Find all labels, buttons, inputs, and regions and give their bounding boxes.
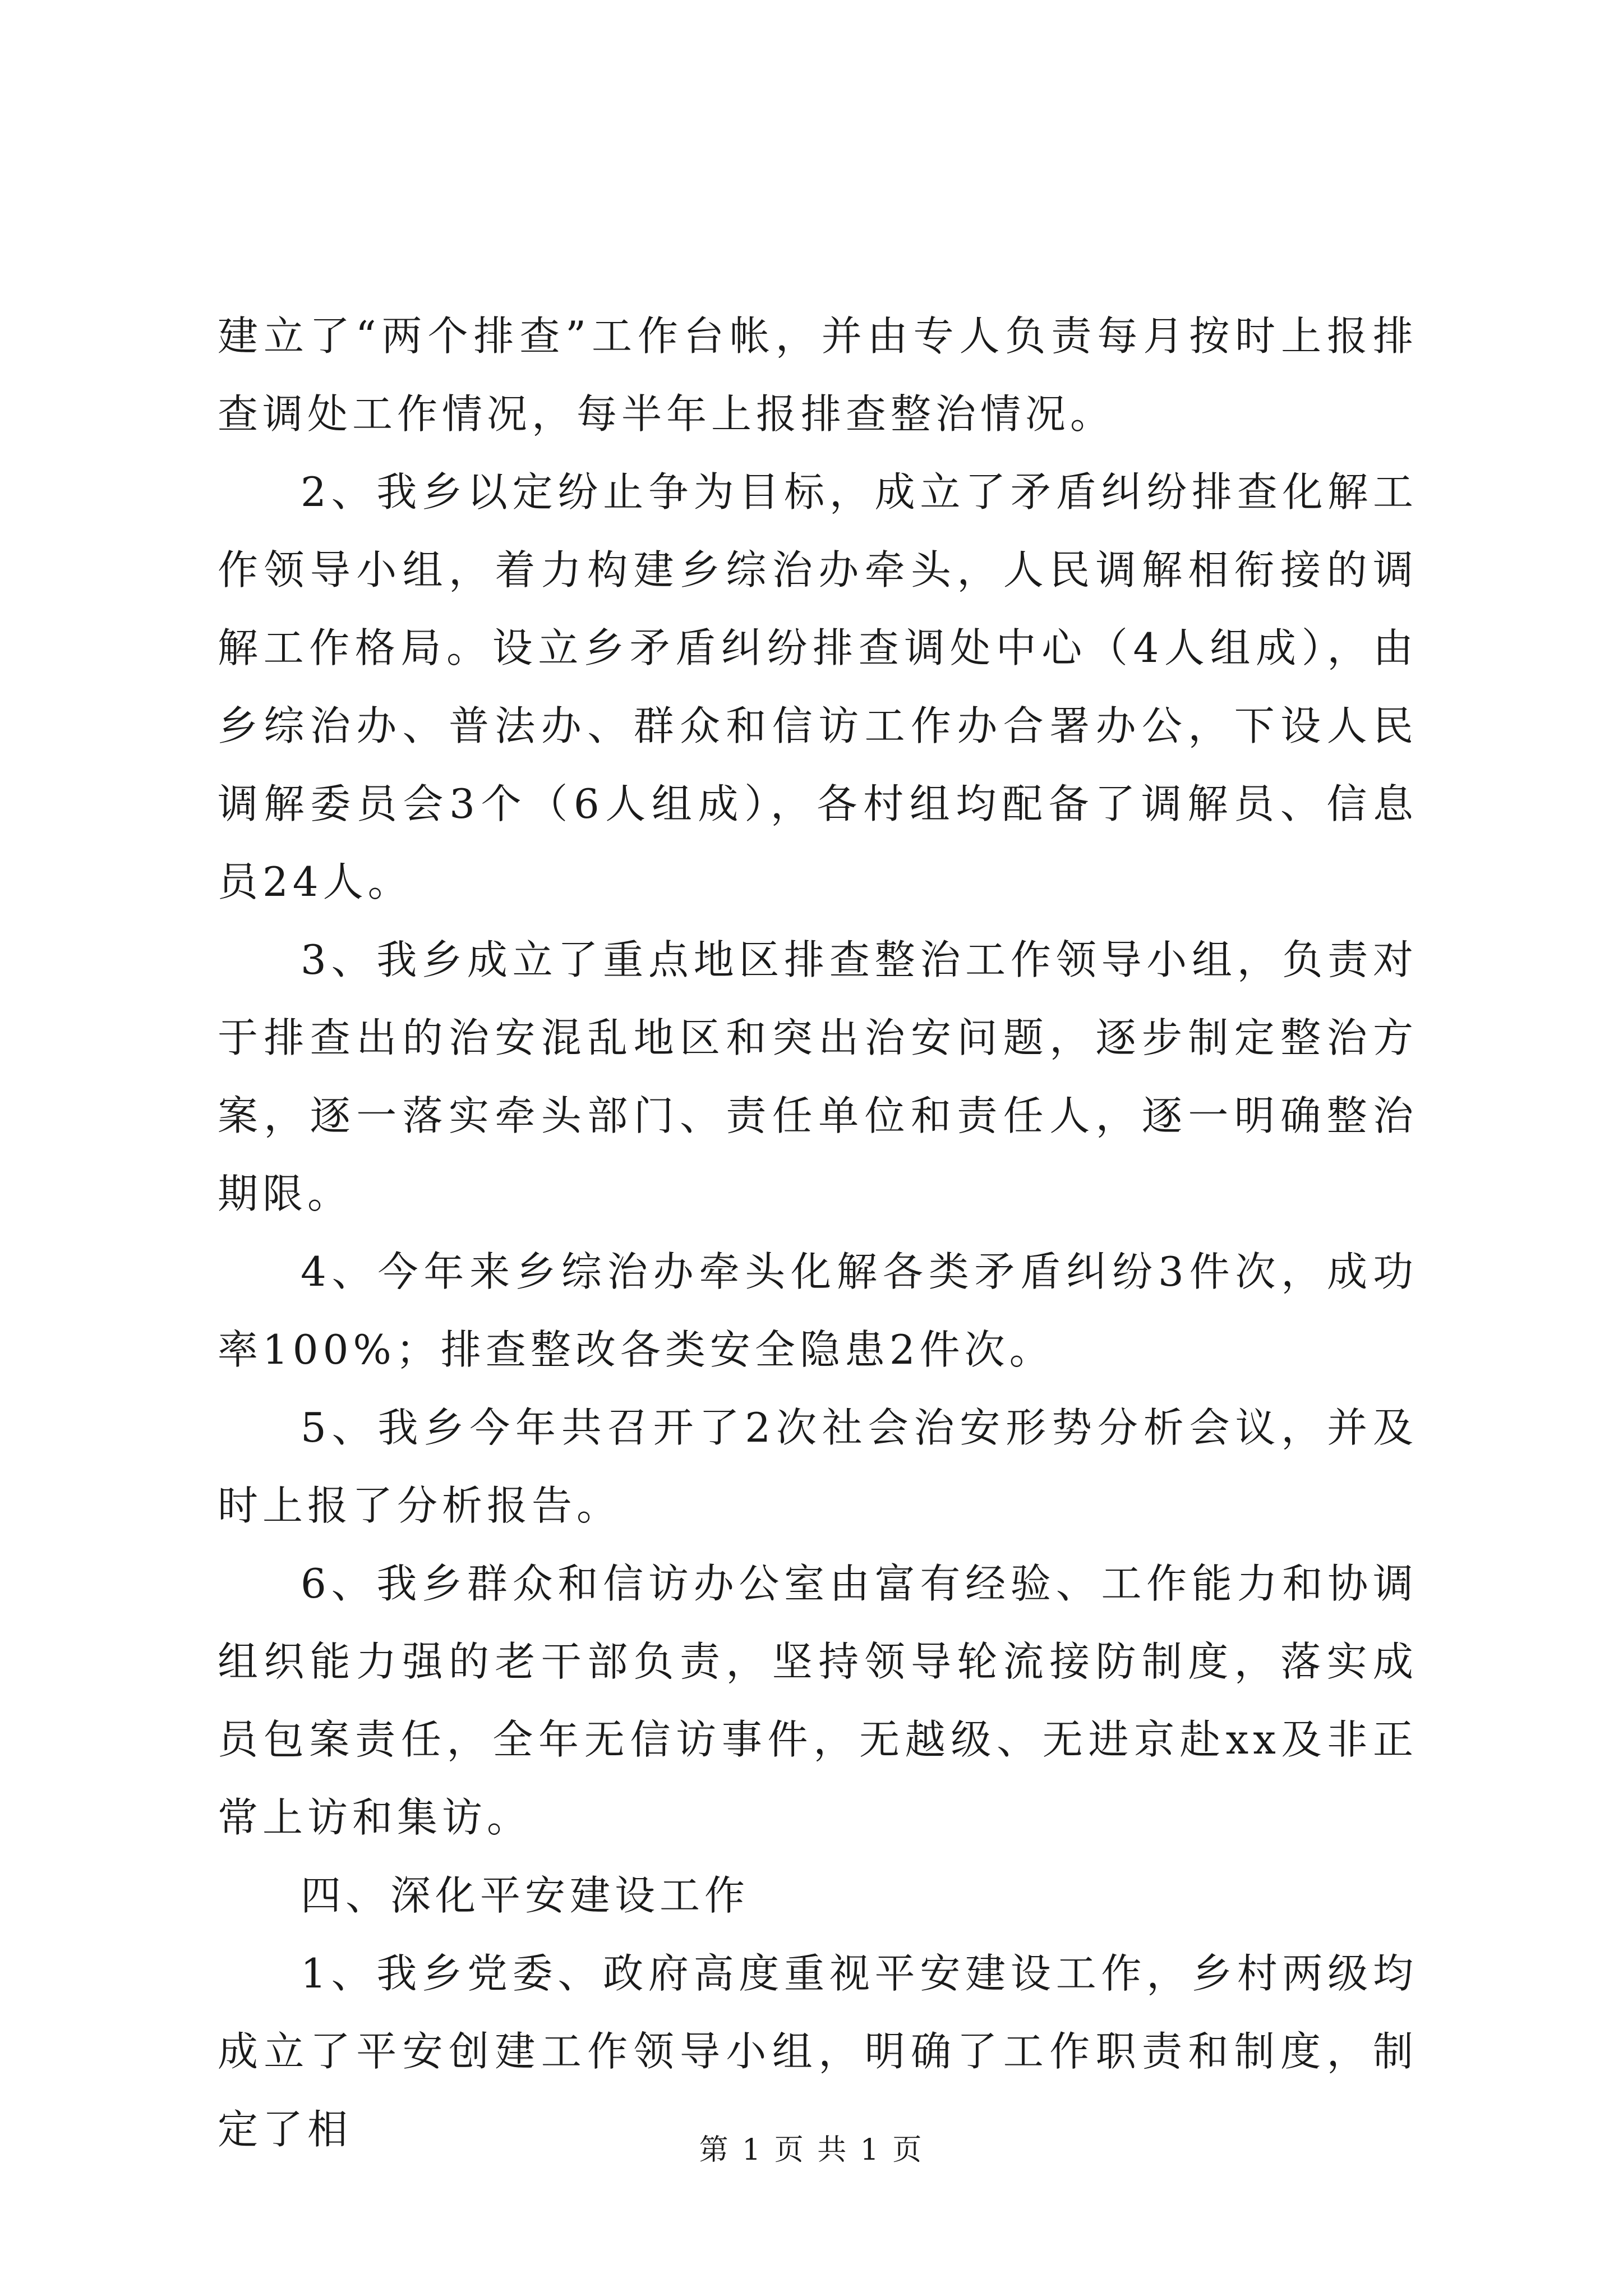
- document-body: [218, 297, 1418, 2169]
- paragraph: 4、今年来乡综治办牵头化解各类矛盾纠纷3件次，成功率100%；排查整改各类安全隐患2件次。: [218, 1248, 1418, 1373]
- paragraph: 1、我乡党委、政府高度重视平安建设工作，乡村两级均成立了平安创建工作领导小组，明确了工作职责和制度，制定了相: [218, 1950, 1418, 2153]
- paragraph: 建立了“两个排查”工作台帐，并由专人负责每月按时上报排查调处工作情况，每半年上报排查整治情况。: [218, 312, 1418, 438]
- paragraph: 2、我乡以定纷止争为目标，成立了矛盾纠纷排查化解工作领导小组，着力构建乡综治办牵头，人民调解相衔接的调解工作格局。设立乡矛盾纠纷排查调处中心（4人组成），由乡综治办、普法办、群众和信访工作办合署办公，下设人民调解委员会3个（6人组成），各村组均配备了调解员、信息员24人。: [218, 468, 1418, 905]
- page-number-footer: 第 1 页 共 1 页: [699, 2133, 924, 2167]
- section-heading: 四、深化平安建设工作: [301, 1872, 750, 1919]
- paragraph: 3、我乡成立了重点地区排查整治工作领导小组，负责对于排查出的治安混乱地区和突出治安问题，逐步制定整治方案，逐一落实牵头部门、责任单位和责任人，逐一明确整治期限。: [218, 936, 1418, 1217]
- paragraph: 5、我乡今年共召开了2次社会治安形势分析会议，并及时上报了分析报告。: [218, 1404, 1418, 1529]
- paragraph: 6、我乡群众和信访办公室由富有经验、工作能力和协调组织能力强的老干部负责，坚持领导轮流接防制度，落实成员包案责任，全年无信访事件，无越级、无进京赴xx及非正常上访和集访。: [218, 1560, 1418, 1841]
